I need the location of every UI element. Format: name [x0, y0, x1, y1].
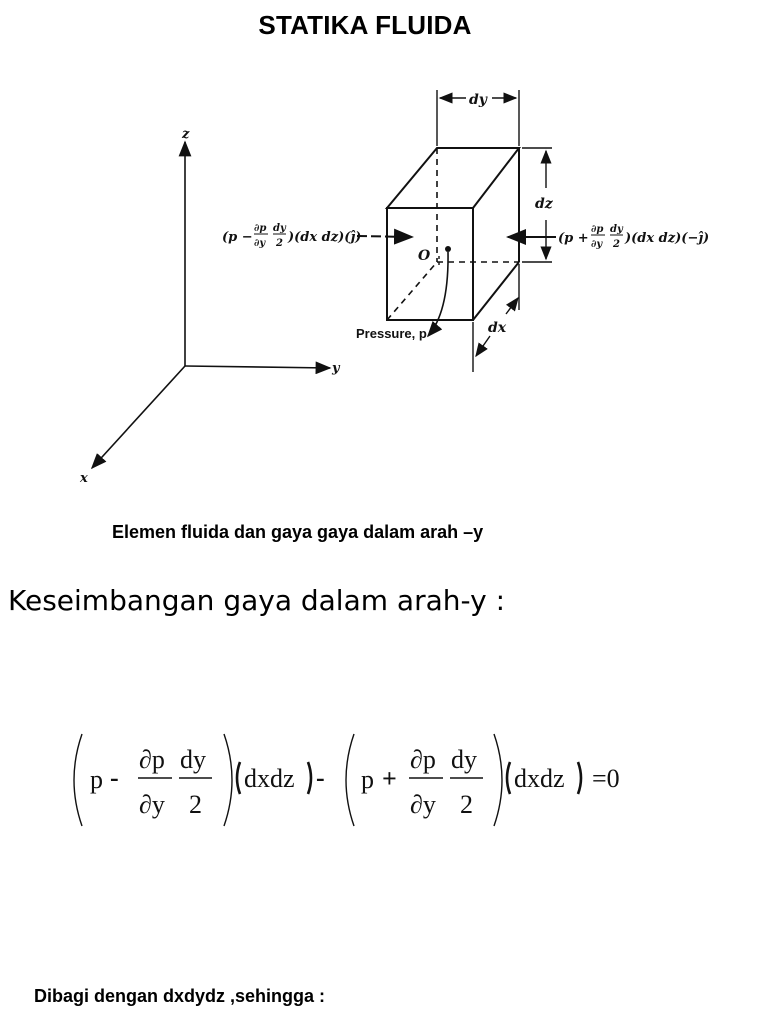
dz-label: dz — [535, 196, 553, 212]
paren-left-2 — [346, 734, 354, 826]
eq-minus2: - — [316, 763, 325, 792]
fluid-cube — [387, 148, 519, 320]
paren-right-2 — [494, 734, 502, 826]
dy-label: dy — [469, 92, 487, 108]
left-force-dp: ∂p — [254, 223, 267, 234]
y-axis-label: y — [332, 361, 340, 376]
section-heading: Keseimbangan gaya dalam arah-y : — [8, 584, 506, 617]
eq-dy2: ∂y — [410, 790, 436, 819]
right-force-two: 2 — [613, 239, 620, 250]
page-title: STATIKA FLUIDA — [258, 10, 472, 40]
y-axis — [185, 366, 330, 368]
footer-text: Dibagi dengan dxdydz ,sehingga : — [34, 986, 326, 1006]
paren-left-1 — [74, 734, 82, 826]
eq-equals-zero: =0 — [592, 764, 620, 793]
left-force-dy-den: ∂y — [254, 238, 266, 249]
x-axis — [92, 366, 185, 468]
x-axis-label: x — [80, 471, 88, 486]
paren-small-left-1 — [237, 762, 240, 794]
paren-small-right-2 — [578, 762, 581, 794]
left-force-two: 2 — [276, 238, 283, 249]
left-force-arrow — [357, 236, 412, 237]
eq-minus1: - — [110, 763, 119, 792]
eq-dp2: ∂p — [410, 745, 436, 774]
right-force-dy-num: dy — [610, 224, 623, 235]
pressure-label: Pressure, p — [356, 326, 427, 341]
coordinate-axes — [92, 142, 330, 468]
eq-p1: p — [90, 765, 103, 794]
center-point — [445, 246, 451, 252]
right-force-dp: ∂p — [591, 224, 604, 235]
right-force-open: (p + — [558, 231, 589, 246]
right-force-label — [558, 224, 709, 250]
eq-two1: 2 — [189, 790, 202, 819]
left-force-open: (p − — [222, 230, 253, 245]
paren-small-left-2 — [507, 762, 510, 794]
fluid-element-diagram — [0, 60, 768, 500]
eq-p2: p — [361, 765, 374, 794]
eq-two2: 2 — [460, 790, 473, 819]
z-axis-label: z — [182, 127, 190, 142]
eq-dy1: ∂y — [139, 790, 165, 819]
eq-dp1: ∂p — [139, 745, 165, 774]
right-force-dy-den: ∂y — [591, 239, 603, 250]
figure-caption: Elemen fluida dan gaya gaya dalam arah –y — [112, 522, 484, 542]
eq-plus: + — [382, 764, 397, 793]
dx-dimension — [473, 264, 519, 372]
paren-small-right-1 — [308, 762, 311, 794]
eq-dynum1: dy — [180, 745, 206, 774]
origin-label: O — [418, 248, 431, 264]
left-force-dy-num: dy — [273, 223, 286, 234]
paren-right-1 — [224, 734, 232, 826]
eq-dxdz1: dxdz — [244, 764, 295, 793]
dx-label: dx — [488, 320, 507, 336]
left-force-tail: )(dx dz)(ĵ) — [288, 230, 362, 245]
pressure-leader — [428, 252, 448, 336]
equilibrium-equation — [60, 720, 680, 840]
left-force-label — [222, 223, 361, 249]
right-force-tail: )(dx dz)(−ĵ) — [625, 231, 710, 246]
eq-dxdz2: dxdz — [514, 764, 565, 793]
eq-dynum2: dy — [451, 745, 477, 774]
